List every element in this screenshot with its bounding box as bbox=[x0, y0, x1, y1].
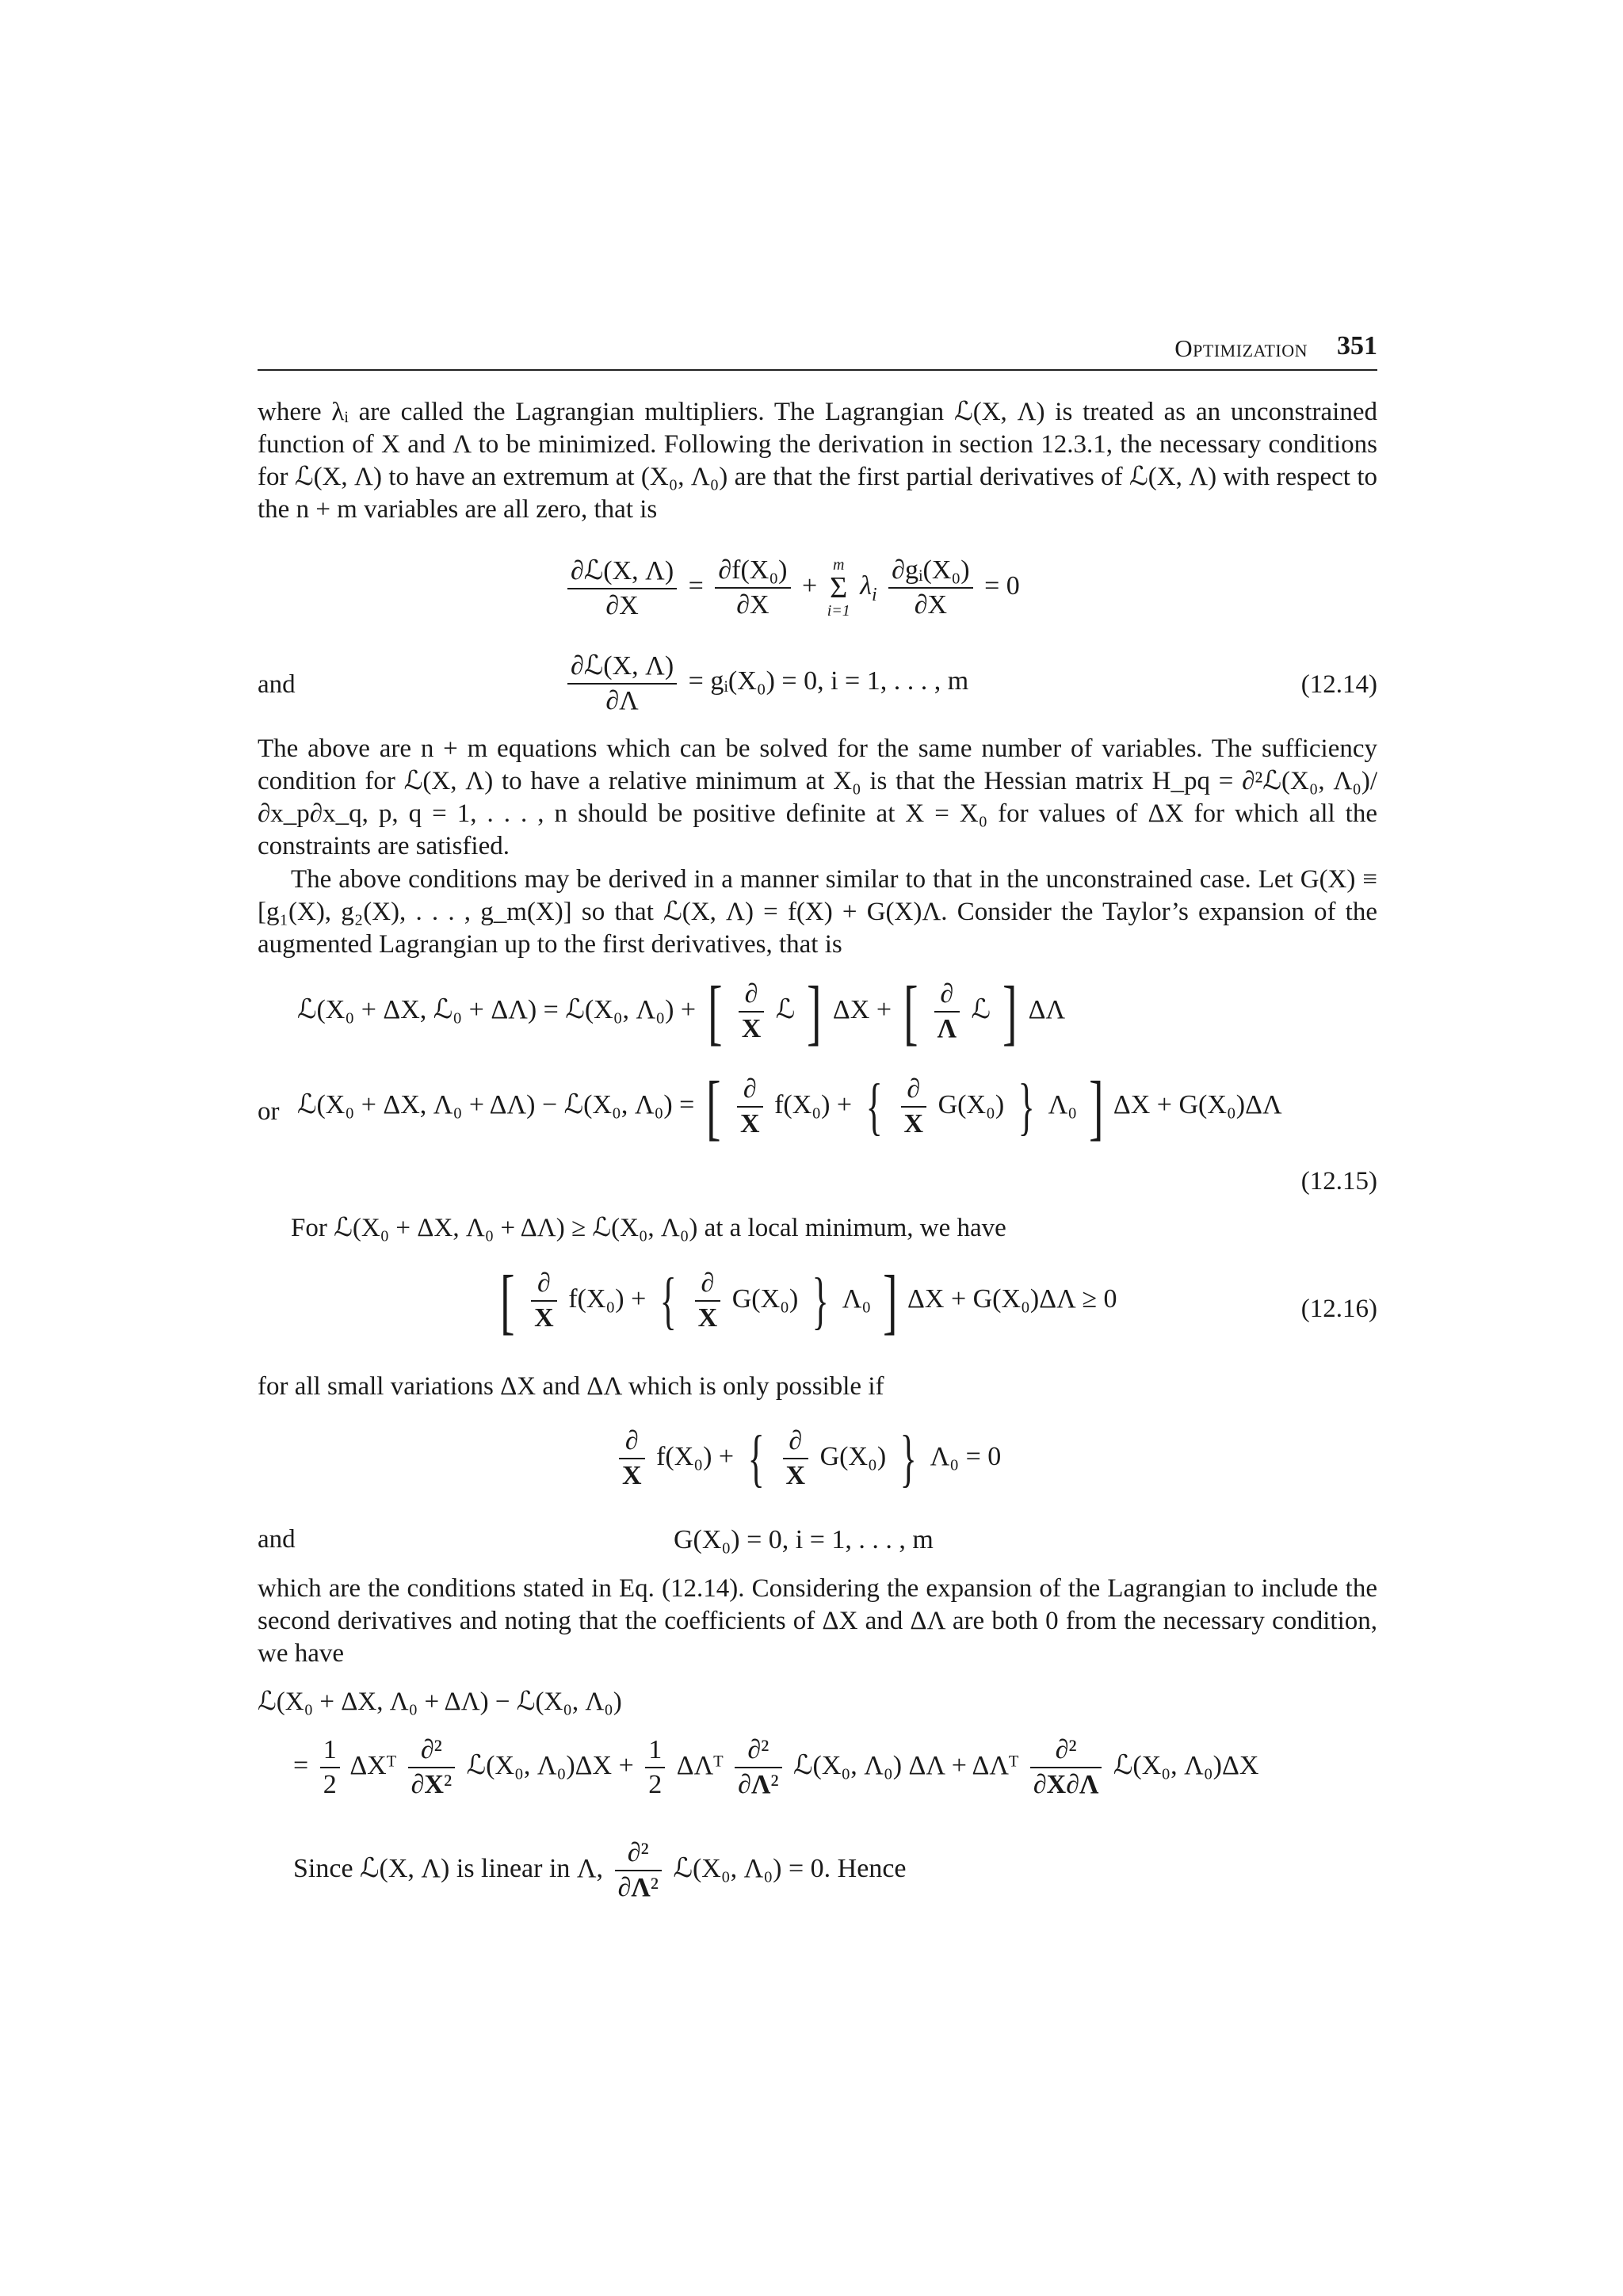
term: ℒ(X₀, Λ₀)ΔX + bbox=[466, 1750, 634, 1780]
frac-dL-dLambda bbox=[567, 650, 677, 716]
equation-second-order: = $\frac{1}{2}$ ΔXᵀ $\frac{\text{∂²}}{\text{∂X²}}$ ℒ(X₀, Λ₀)ΔX + $\frac{1}{2}$ ΔΛᵀ $\frac{\text{∂²}}{\text{∂Λ²}}$ ℒ(X₀, Λ₀) ΔΛ + ΔΛᵀ $\frac{\text{∂²}}{\partial X\partial\Lambda}$ ℒ(X₀, Λ₀)ΔX bbox=[293, 1735, 1259, 1799]
paragraph-5 bbox=[258, 1371, 1377, 1403]
numerator: ∂gᵢ(X₀) bbox=[888, 555, 972, 589]
term: Λ₀ bbox=[1048, 1089, 1078, 1119]
rhs: = 0 bbox=[984, 570, 1020, 601]
paragraph-7-text: ℒ(X₀ + ΔX, Λ₀ + ΔΛ) − ℒ(X₀, Λ₀) bbox=[258, 1688, 622, 1716]
numerator: ∂ℒ(X, Λ) bbox=[567, 650, 677, 685]
equation-12-16: [ $\frac{\partial}{X}$ f(X₀) + { $\frac{\partial}{X}$ G(X₀) } Λ₀ ] ΔX + G(X₀)ΔΛ ≥ 0 (12.16) bbox=[500, 1261, 1377, 1341]
denominator: ∂X bbox=[736, 590, 769, 620]
equation-12-15: or ℒ(X₀ + ΔX, Λ₀ + ΔΛ) − ℒ(X₀, Λ₀) = [ $\frac{\partial}{X}$ f(X₀) + { $\frac{\partial}{X}$ G(X₀) } Λ₀ ] ΔX + G(X₀)ΔΛ (12.15) bbox=[258, 1066, 1377, 1196]
equation-gradient-x: $\frac{\text{∂ℒ(X, Λ)}}{\partial X}$ = $\frac{\text{∂f(X₀)}}{\partial X}$ + m Σ i=1 $\lambda_i$ $\frac{\text{∂gᵢ(X₀)}}{\partial X}$ = 0 bbox=[258, 555, 1377, 634]
equation-number: (12.16) bbox=[1300, 1295, 1377, 1323]
paragraph-2-text: The above are n + m equations which can be solved for the same number of variables. The sufficiency condition for ℒ(X, Λ) to have a relative minimum at X₀ is that the Hessian matrix H_pq = ∂²ℒ(X₀, Λ₀)/∂x_p∂x_q, p, q = 1, . . . , n should be positive definite at X = X₀ for values of ΔX for which all the constraints are satisfied. bbox=[258, 734, 1377, 860]
running-header bbox=[258, 331, 1377, 371]
label-and: and bbox=[258, 1525, 296, 1554]
paragraph-2 bbox=[258, 733, 1377, 863]
summation-sign: m Σ i=1 bbox=[827, 556, 850, 620]
equation-stationarity: $\frac{\partial}{X}$ f(X₀) + { $\frac{\partial}{X}$ G(X₀) } Λ₀ = 0 bbox=[258, 1426, 1377, 1505]
denominator: ∂X bbox=[914, 590, 948, 620]
paragraph-4 bbox=[258, 1212, 1377, 1245]
denominator: ∂Λ bbox=[605, 686, 639, 715]
term: f(X₀) + bbox=[774, 1089, 853, 1119]
term: Λ₀ bbox=[842, 1283, 872, 1314]
paragraph-3 bbox=[258, 864, 1377, 961]
term: G(X₀) bbox=[731, 1283, 799, 1314]
equation-taylor-1: ℒ(X₀ + ΔX, ℒ₀ + ΔΛ) = ℒ(X₀, Λ₀) + [ $\frac{\partial}{X}$ ℒ ] ΔX + [ $\frac{\partial}{\Lambda}$ ℒ ] ΔΛ bbox=[297, 971, 1066, 1052]
equation-constraints bbox=[258, 1525, 1377, 1565]
frac-dL-dX bbox=[567, 555, 677, 621]
lhs: ℒ(X₀ + ΔX, ℒ₀ + ΔΛ) = ℒ(X₀, Λ₀) + bbox=[297, 994, 697, 1024]
paragraph-5-text: for all small variations ΔX and ΔΛ which is only possible if bbox=[258, 1372, 884, 1401]
lhs: ℒ(X₀ + ΔX, Λ₀ + ΔΛ) − ℒ(X₀, Λ₀) = bbox=[297, 1089, 695, 1119]
sum-upper: m bbox=[833, 556, 845, 574]
frac-df-dX bbox=[715, 555, 790, 620]
term: G(X₀) bbox=[819, 1441, 887, 1471]
term: ΔΛᵀ bbox=[676, 1750, 724, 1780]
term: G(X₀) = 0, i = 1, . . . , m bbox=[674, 1525, 934, 1554]
term: ΔX + G(X₀)ΔΛ bbox=[1113, 1089, 1282, 1119]
paragraph-6 bbox=[258, 1573, 1377, 1670]
term: Since ℒ(X, Λ) is linear in Λ, bbox=[293, 1853, 604, 1883]
equation-number: (12.15) bbox=[1300, 1167, 1377, 1196]
page-number: 351 bbox=[1337, 331, 1377, 360]
label-or: or bbox=[258, 1097, 280, 1126]
term: ℒ(X₀, Λ₀) ΔΛ + ΔΛᵀ bbox=[793, 1750, 1019, 1780]
paragraph-7 bbox=[258, 1686, 1377, 1718]
label-and: and bbox=[258, 670, 296, 699]
term: ΔXᵀ bbox=[349, 1750, 397, 1780]
term: ΔX + G(X₀)ΔΛ ≥ 0 bbox=[907, 1283, 1117, 1314]
denominator: ∂X bbox=[605, 591, 639, 620]
paragraph-1 bbox=[258, 396, 1377, 526]
term: ℒ bbox=[971, 994, 991, 1024]
term: ℒ bbox=[775, 994, 796, 1024]
term: G(X₀) bbox=[938, 1089, 1005, 1119]
term: f(X₀) + bbox=[656, 1441, 735, 1471]
paragraph-4-text: For ℒ(X₀ + ΔX, Λ₀ + ΔΛ) ≥ ℒ(X₀, Λ₀) at a local minimum, we have bbox=[291, 1214, 1006, 1242]
numerator: ∂f(X₀) bbox=[715, 555, 790, 589]
sum-lower: i=1 bbox=[827, 602, 850, 620]
frac-dg-dX bbox=[888, 555, 972, 620]
term: Λ₀ = 0 bbox=[930, 1441, 1002, 1471]
equation-linear: Since ℒ(X, Λ) is linear in Λ, $\frac{\text{∂²}}{\text{∂Λ²}}$ ℒ(X₀, Λ₀) = 0. Hence bbox=[293, 1838, 907, 1902]
paragraph-1-text: where λᵢ are called the Lagrangian multipliers. The Lagrangian ℒ(X, Λ) is treated as an unconstrained function of X and Λ to be minimized. Following the derivation in section 12.3.1, the necessary conditions for ℒ(X, Λ) to have an extremum at (X₀, Λ₀) are that the first partial derivatives of ℒ(X, Λ) with respect to the n + m variables are all zero, that is bbox=[258, 398, 1377, 524]
term: ΔX + bbox=[832, 994, 892, 1024]
paragraph-6-text: which are the conditions stated in Eq. (12.14). Considering the expansion of the Lagrangian to include the second derivatives and noting that the coefficients of ΔX and ΔΛ are both 0 from the necessary condition, we have bbox=[258, 1574, 1377, 1668]
equation-12-14 bbox=[258, 650, 1377, 721]
paragraph-3-text: The above conditions may be derived in a manner similar to that in the unconstrained case. Let G(X) ≡ [g₁(X), g₂(X), . . . , g_m(X)] so that ℒ(X, Λ) = f(X) + G(X)Λ. Consider the Taylor’s expansion of the augmented Lagrangian up to the first derivatives, that is bbox=[258, 865, 1377, 959]
rhs: = gᵢ(X₀) = 0, i = 1, . . . , m bbox=[688, 666, 969, 696]
term: ℒ(X₀, Λ₀)ΔX bbox=[1113, 1750, 1259, 1780]
equation-number: (12.14) bbox=[1300, 670, 1377, 699]
term: ℒ(X₀, Λ₀) = 0. Hence bbox=[673, 1853, 907, 1883]
numerator: ∂ℒ(X, Λ) bbox=[567, 555, 677, 589]
running-title: Optimization bbox=[1174, 334, 1308, 362]
term: f(X₀) + bbox=[568, 1283, 647, 1314]
term: ΔΛ bbox=[1028, 994, 1066, 1024]
